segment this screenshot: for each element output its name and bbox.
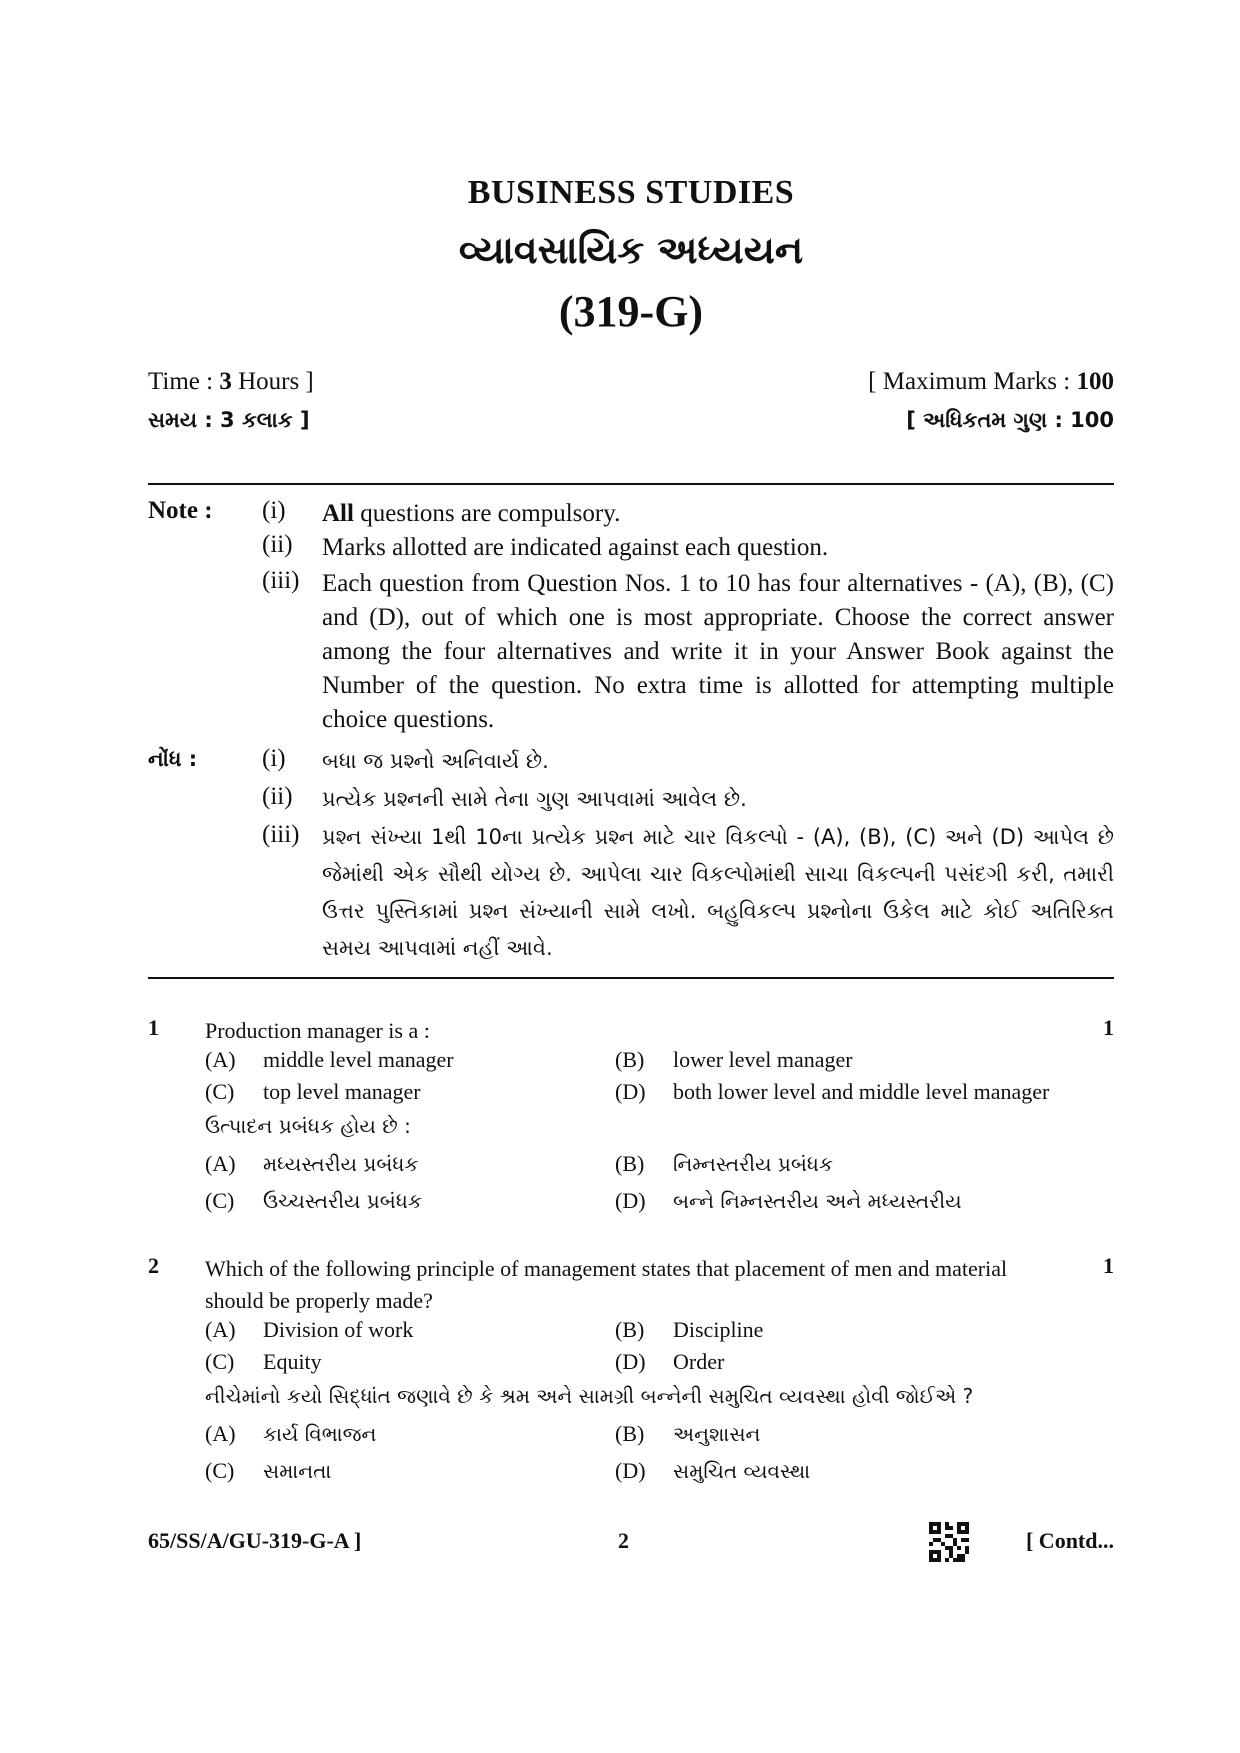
question-stem-gujarati: નીચેમાંનો કયો સિદ્ધાંત જણાવે છે કે શ્રમ અને સામગ્રી બન્નેની સમુચિત વ્યવસ્થા હોવી જોઈએ ? (205, 1384, 974, 1408)
option-c-gujarati: (C) સમાનતા (205, 1458, 332, 1483)
option-d-gujarati: (D) સમુચિત વ્યવસ્થા (615, 1458, 811, 1483)
question-stem-gujarati: ઉત્પાદન પ્રબંધક હોય છે : (205, 1114, 411, 1138)
note-label-english: Note : (148, 497, 213, 524)
exam-page (148, 0, 1114, 1753)
title-english: BUSINESS STUDIES (467, 174, 795, 211)
note-text: પ્રશ્ન સંખ્યા 1થી 10ના પ્રત્યેક પ્રશ્ન માટે ચાર વિકલ્પો - (A), (B), (C) અને (D) આપેલ છે જેમાંથી એક સૌથી યોગ્ય છે. આપેલા ચાર વિકલ્પોમાંથી સાચા વિકલ્પની પસંદગી કરી, તમારી ઉત્તર પુસ્તિકામાં પ્રશ્ન સંખ્યાની સામે લખો. બહુવિકલ્પ પ્રશ્નોના ઉકેલ માટે કોઈ અતિરિક્ત સમય આપવામાં નહીં આવે. (322, 825, 1114, 960)
note-text: All questions are compulsory. (322, 500, 621, 527)
option-b-gujarati: (B) અનુશાસન (615, 1421, 761, 1446)
divider-top (148, 483, 1114, 485)
meta-row-english (148, 368, 1114, 396)
option-c: (C) Equity (205, 1349, 322, 1374)
qr-code-icon (929, 1522, 969, 1562)
option-a: (A) middle level manager (205, 1047, 454, 1072)
time-gujarati: સમય : 3 કલાક ] (148, 408, 310, 432)
option-a-gujarati: (A) કાર્ય વિભાજન (205, 1421, 377, 1446)
note-text: બધા જ પ્રશ્નો અનિવાર્ય છે. (322, 749, 549, 773)
note-text: Marks allotted are indicated against each question. (322, 534, 829, 561)
option-c: (C) top level manager (205, 1079, 421, 1104)
option-d-gujarati: (D) બન્ને નિમ્નસ્તરીય અને મધ્યસ્તરીય (615, 1188, 962, 1213)
question-marks: 1 (1103, 1253, 1114, 1278)
note-num: (iii) (262, 567, 300, 594)
continued-label: [ Contd... (1025, 1528, 1114, 1553)
divider-bottom (148, 977, 1114, 979)
option-a-gujarati: (A) મધ્યસ્તરીય પ્રબંધક (205, 1151, 419, 1176)
note-num: (ii) (262, 783, 293, 810)
option-b: (B) Discipline (615, 1317, 764, 1342)
question-stem-english: Which of the following principle of management states that placement of men and material should be properly made? (205, 1256, 1008, 1313)
meta-row-gujarati (148, 408, 1114, 433)
title-gujarati: વ્યાવસાયિક અધ્યયન (458, 228, 804, 272)
option-b-gujarati: (B) નિમ્નસ્તરીય પ્રબંધક (615, 1151, 834, 1176)
note-num: (ii) (262, 531, 293, 558)
note-text: Each question from Question Nos. 1 to 10 has four alternatives - (A), (B), (C) and (D), out of which one is most appropriate. Choose the correct answer among the four alternatives and write it in your Answer Book against the Number of the question. No extra time is allotted for attempting multiple choice questions. (322, 570, 1114, 733)
paper-code: 65/SS/A/GU-319-G-A ] (148, 1528, 362, 1553)
question-number: 1 (148, 1015, 159, 1040)
question-stem-english: Production manager is a : (205, 1018, 430, 1043)
note-text: પ્રત્યેક પ્રશ્નની સામે તેના ગુણ આપવામાં આવેલ છે. (322, 787, 747, 811)
question-marks: 1 (1103, 1015, 1114, 1040)
option-d: (D) Order (615, 1349, 725, 1374)
option-c-gujarati: (C) ઉચ્ચસ્તરીય પ્રબંધક (205, 1188, 422, 1213)
subject-code: (319-G) (558, 287, 704, 336)
note-label-gujarati: નોંધ : (148, 747, 198, 771)
option-a: (A) Division of work (205, 1317, 414, 1342)
note-num: (i) (262, 745, 286, 772)
question-number: 2 (148, 1253, 159, 1278)
page-number: 2 (618, 1528, 629, 1553)
note-num: (iii) (262, 821, 300, 848)
time-english: Time : 3 Hours ] (148, 368, 314, 395)
max-marks-gujarati: [ અધિકતમ ગુણ : 100 (906, 408, 1114, 432)
option-d: (D) both lower level and middle level manager (615, 1079, 1050, 1104)
max-marks-english: [ Maximum Marks : 100 (868, 368, 1114, 395)
option-b: (B) lower level manager (615, 1047, 853, 1072)
note-num: (i) (262, 497, 286, 524)
